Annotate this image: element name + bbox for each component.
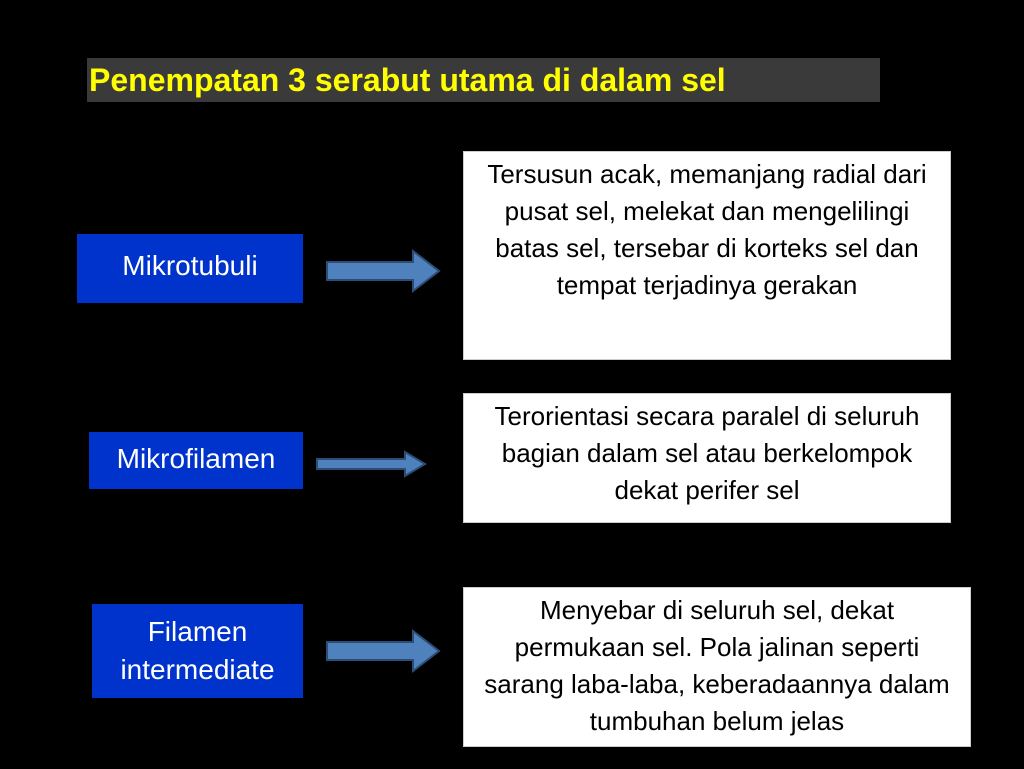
label-mikrofilamen: Mikrofilamen (89, 432, 303, 489)
description-mikrofilamen (463, 393, 951, 523)
description-text: Tersusun acak, memanjang radial dari pusat sel, melekat dan mengelilingi batas sel, tersebar di korteks sel dan tempat terjadinya gerakan (487, 159, 927, 300)
right-arrow-icon (313, 449, 429, 479)
label-filamen-intermediate: Filamen intermediate (92, 604, 303, 698)
right-arrow-icon (323, 628, 443, 674)
description-text: Menyebar di seluruh sel, dekat permukaan sel. Pola jalinan seperti sarang laba-laba, keberadaannya dalam tumbuhan belum jelas (484, 595, 950, 736)
label-mikrotubuli: Mikrotubuli (77, 234, 303, 303)
slide-title: Penempatan 3 serabut utama di dalam sel (87, 58, 880, 102)
description-text: Terorientasi secara paralel di seluruh bagian dalam sel atau berkelompok dekat perifer sel (494, 401, 920, 505)
right-arrow-icon (323, 248, 443, 294)
description-filamen-intermediate (463, 587, 971, 747)
description-mikrotubuli (463, 151, 951, 360)
